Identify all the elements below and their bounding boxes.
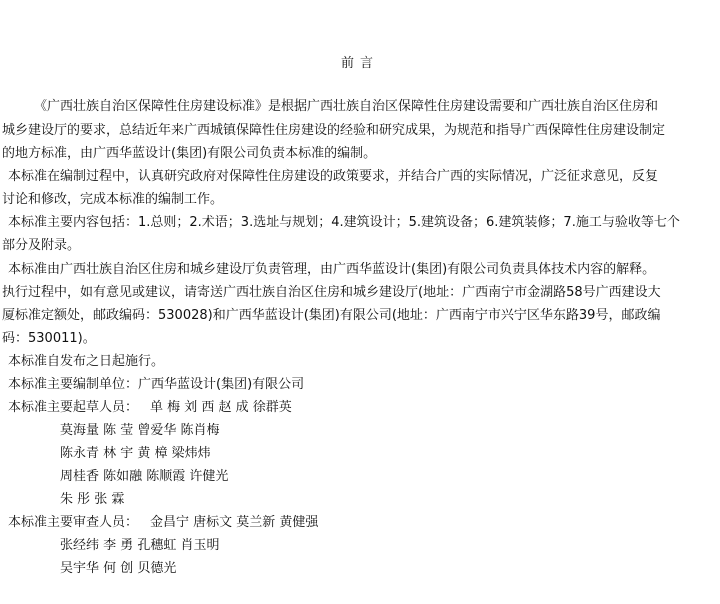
paragraph-line: 讨论和修改，完成本标准的编制工作。	[2, 192, 224, 207]
paragraph-line: 本标准由广西壮族自治区住房和城乡建设厅负责管理，由广西华蓝设计(集团)有限公司负责具体技术内容的解释。	[8, 262, 656, 277]
drafters-row: 朱 彤 张 霖	[60, 492, 125, 507]
drafters-row: 单 梅 刘 西 赵 成 徐群英	[150, 400, 292, 415]
paragraph-line: 执行过程中，如有意见或建议，请寄送广西壮族自治区住房和城乡建设厅(地址：广西南宁市金湖路58号广西建设大	[2, 285, 661, 300]
paragraph-line: 的地方标准，由广西华蓝设计(集团)有限公司负责本标准的编制。	[2, 146, 377, 161]
paragraph-line: 本标准在编制过程中，认真研究政府对保障性住房建设的政策要求，并结合广西的实际情况，广泛征求意见，反复	[8, 169, 659, 184]
drafters-row: 周桂香 陈如融 陈顺霞 许健光	[60, 469, 229, 484]
reviewers-row: 张经纬 李 勇 孔穗虹 肖玉明	[60, 538, 220, 553]
paragraph-line: 《广西壮族自治区保障性住房建设标准》是根据广西壮族自治区保障性住房建设需要和广西壮族自治区住房和	[34, 99, 659, 114]
drafters-label: 本标准主要起草人员：	[8, 400, 139, 415]
drafters-row: 陈永青 林 宇 黄 樟 梁炜炜	[60, 446, 211, 461]
paragraph-line: 本标准主要内容包括：1.总则；2.术语；3.选址与规划；4.建筑设计；5.建筑设备；6.建筑装修；7.施工与验收等七个	[8, 215, 680, 230]
reviewers-row: 金昌宁 唐标文 莫兰新 黄健强	[150, 515, 319, 530]
paragraph-line: 本标准自发布之日起施行。	[8, 354, 165, 369]
paragraph-line: 码：530011)。	[2, 331, 96, 346]
reviewers-label: 本标准主要审查人员：	[8, 515, 139, 530]
page-title: 前言	[340, 56, 379, 71]
reviewers-row: 吴宇华 何 创 贝德光	[60, 561, 177, 576]
paragraph-line: 厦标准定额处，邮政编码：530028)和广西华蓝设计(集团)有限公司(地址：广西南宁市兴宁区华东路39号，邮政编	[2, 308, 661, 323]
paragraph-line: 部分及附录。	[2, 238, 81, 253]
drafters-row: 莫海量 陈 莹 曾爱华 陈肖梅	[60, 423, 220, 438]
paragraph-line: 城乡建设厅的要求，总结近年来广西城镇保障性住房建设的经验和研究成果，为规范和指导广西保障性住房建设制定	[2, 123, 666, 138]
paragraph-line: 本标准主要编制单位：广西华蓝设计(集团)有限公司	[8, 377, 305, 392]
